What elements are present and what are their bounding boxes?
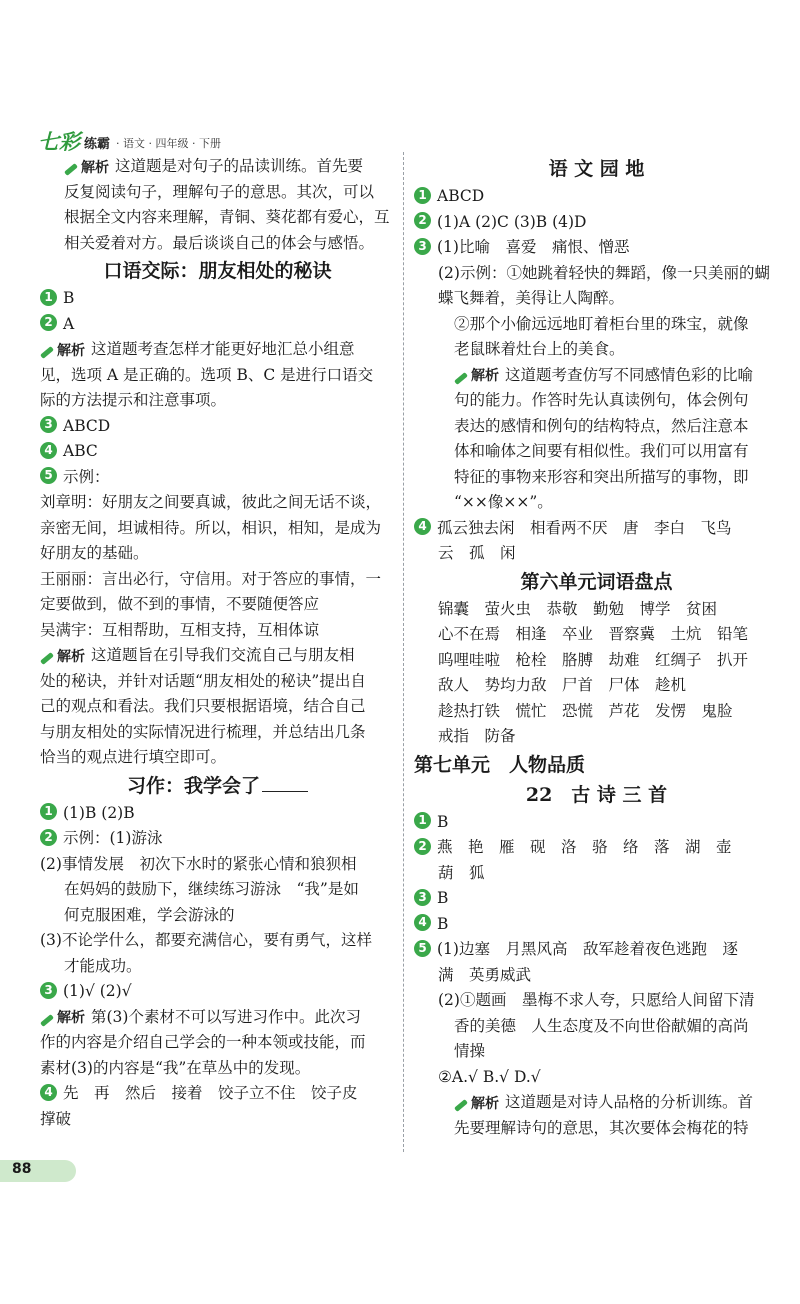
answer-item: 1 B — [40, 286, 395, 312]
text-line: 句的能力。作答时先认真读例句，体会例句 — [454, 391, 749, 409]
analysis-label: 解析 — [40, 339, 85, 363]
number-badge-4: 4 — [414, 914, 431, 931]
text-line: “××像××”。 — [454, 493, 553, 511]
answer-item: 2 燕 艳 雁 砚 洛 骆 络 落 湖 壶 — [414, 835, 779, 861]
text-line: 反复阅读句子，理解句子的意思。其次，可以 — [64, 182, 375, 201]
text-line: 王丽丽：言出必行，守信用。对于答应的事情，一 — [40, 569, 382, 588]
text-line: 亲密无间，坦诚相待。所以，相识，相知，是成为 — [40, 518, 382, 537]
text-line: 解析 这道题考查怎样才能更好地汇总小组意 — [40, 337, 395, 363]
answer-item: 2 示例：(1)游泳 — [40, 826, 395, 852]
text-line: 情操 — [454, 1042, 486, 1060]
word-line: 敌人 势均力敌 尸首 尸体 趁机 — [438, 676, 687, 694]
word-line: 锦囊 萤火虫 恭敬 勤勉 博学 贫困 — [438, 599, 718, 618]
text-line: 云 孤 闲 — [438, 544, 516, 562]
answer-item: 4 孤云独去闲 相看两不厌 唐 李白 飞鸟 — [414, 516, 779, 542]
text-line: 解析 这道题考查仿写不同感情色彩的比喻 — [414, 363, 779, 389]
answer-item: 3 (1)√ (2)√ — [40, 979, 395, 1005]
section-title: 习作：我学会了 — [40, 771, 395, 801]
answer-item: 1 B — [414, 810, 779, 836]
title-blank — [262, 773, 308, 792]
word-line: 趁热打铁 慌忙 恐慌 芦花 发愣 鬼脸 — [438, 701, 733, 720]
answer-item: 1 ABCD — [414, 184, 779, 210]
text-line: 相关爱着对方。最后谈谈自己的体会与感悟。 — [64, 233, 375, 252]
text-line: 作的内容是介绍自己学会的一种本领或技能，而 — [40, 1033, 366, 1051]
number-badge-4: 4 — [40, 1084, 57, 1101]
text-line: 撑破 — [40, 1109, 72, 1128]
number-badge-3: 3 — [414, 238, 431, 255]
text-line: 际的方法提示和注意事项。 — [40, 391, 227, 409]
analysis-label: 解析 — [454, 364, 499, 388]
text-line: 恰当的观点进行填空即可。 — [40, 748, 227, 766]
word-line: 呜哩哇啦 枪栓 胳膊 劫难 红绸子 扒开 — [438, 650, 749, 669]
answer-item: 4 先 再 然后 接着 饺子立不住 饺子皮 — [40, 1081, 395, 1107]
text-line: 何克服困难，学会游泳的 — [64, 905, 235, 924]
text-line: 解析 第(3)个素材不可以写进习作中。此次习 — [40, 1005, 395, 1031]
text-line: ②那个小偷远远地盯着柜台里的珠宝，就像 — [454, 314, 749, 333]
text-line: (2)示例：①她跳着轻快的舞蹈，像一只美丽的蝴 — [438, 263, 770, 282]
brand-logo: 七彩 — [38, 129, 80, 154]
text-line: 根据全文内容来理解，青铜、葵花都有爱心，互 — [64, 208, 390, 226]
page-number: 88 — [12, 1161, 32, 1177]
section-title: 语 文 园 地 — [548, 158, 645, 180]
number-badge-4: 4 — [40, 442, 57, 459]
pencil-icon — [64, 163, 78, 176]
book-subtitle: · 语文 · 四年级 · 下册 — [116, 137, 221, 150]
word-line: 心不在焉 相逢 卒业 晋察冀 土炕 铅笔 — [438, 625, 749, 643]
text-line: 满 英勇威武 — [438, 965, 532, 984]
text-line: 老鼠眯着灶台上的美食。 — [454, 340, 625, 358]
number-badge-2: 2 — [40, 829, 57, 846]
text-line: 香的美德 人生态度及不向世俗献媚的高尚 — [454, 1016, 749, 1035]
number-badge-3: 3 — [414, 889, 431, 906]
answer-item: 3 ABCD — [40, 414, 395, 440]
text-line: 见，选项 A 是正确的。选项 B、C 是进行口语交 — [40, 365, 374, 384]
text-line: 表达的感情和例句的结构特点，然后注意本 — [454, 416, 749, 435]
answer-item: 5 示例： — [40, 465, 395, 491]
pencil-icon — [40, 346, 54, 359]
text-line: 刘章明：好朋友之间要真诚，彼此之间无话不谈， — [40, 493, 382, 511]
answer-item: 5 (1)边塞 月黑风高 敌军趁着夜色逃跑 逐 — [414, 937, 779, 963]
number-badge-2: 2 — [414, 838, 431, 855]
answer-item: 2 A — [40, 312, 395, 338]
text-line: (2)①题画 墨梅不求人夸，只愿给人间留下清 — [438, 991, 755, 1009]
text-line: (2)事情发展 初次下水时的紧张心情和狼狈相 — [40, 854, 357, 873]
page-header — [38, 130, 221, 152]
answer-item: 4 B — [414, 912, 779, 938]
number-badge-1: 1 — [40, 289, 57, 306]
analysis-label: 解析 — [454, 1092, 499, 1116]
analysis-label: 解析 — [40, 1006, 85, 1030]
unit-title: 第七单元 人物品质 — [414, 753, 586, 776]
answer-item: 3 (1)比喻 喜爱 痛恨、憎恶 — [414, 235, 779, 261]
text-line: 定要做到，做不到的事情，不要随便答应 — [40, 595, 320, 613]
pencil-icon — [454, 372, 468, 385]
pencil-icon — [40, 652, 54, 665]
section-title: 第六单元词语盘点 — [520, 570, 673, 593]
word-line: 戒指 防备 — [438, 727, 516, 745]
text-line: 解析 这道题旨在引导我们交流自己与朋友相 — [40, 643, 395, 669]
text-line: 才能成功。 — [64, 956, 142, 975]
number-badge-3: 3 — [40, 416, 57, 433]
text-line: 解析 这道题是对诗人品格的分析训练。首 — [414, 1090, 779, 1116]
pencil-icon — [40, 1014, 54, 1027]
answer-item: 1 (1)B (2)B — [40, 801, 395, 827]
text-line: ②A.√ B.√ D.√ — [438, 1067, 541, 1086]
number-badge-3: 3 — [40, 982, 57, 999]
number-badge-1: 1 — [414, 187, 431, 204]
number-badge-2: 2 — [40, 314, 57, 331]
text-line: 先要理解诗句的意思，其次要体会梅花的特 — [454, 1118, 749, 1137]
number-badge-2: 2 — [414, 212, 431, 229]
number-badge-4: 4 — [414, 518, 431, 535]
lesson-title: 22 古 诗 三 首 — [525, 783, 668, 806]
text-line: (3)不论学什么，都要充满信心，要有勇气，这样 — [40, 931, 372, 949]
text-line: 特征的事物来形容和突出所描写的事物，即 — [454, 467, 749, 486]
pencil-icon — [454, 1099, 468, 1112]
section-title: 口语交际：朋友相处的秘诀 — [103, 260, 332, 282]
text-line: 吴满宇：互相帮助，互相支持，互相体谅 — [40, 620, 320, 639]
text-line: 好朋友的基础。 — [40, 544, 149, 562]
answer-item: 4 ABC — [40, 439, 395, 465]
text-line: 处的秘诀，并针对话题“朋友相处的秘诀”提出自 — [40, 671, 366, 690]
number-badge-1: 1 — [414, 812, 431, 829]
column-divider — [403, 152, 404, 1152]
text-line: 解析 这道题是对句子的品读训练。首先要 — [40, 154, 395, 180]
brand-sub: 练霸 — [84, 137, 111, 152]
text-line: 素材(3)的内容是“我”在草丛中的发现。 — [40, 1058, 311, 1077]
text-line: 与朋友相处的实际情况进行梳理，并总结出几条 — [40, 722, 366, 741]
text-line: 在妈妈的鼓励下，继续练习游泳 “我”是如 — [64, 880, 359, 898]
analysis-label: 解析 — [40, 645, 85, 669]
number-badge-1: 1 — [40, 803, 57, 820]
left-column — [40, 154, 395, 1132]
number-badge-5: 5 — [40, 467, 57, 484]
text-line: 体和喻体之间要有相似性。我们可以用富有 — [454, 442, 749, 460]
analysis-label: 解析 — [64, 156, 109, 180]
answer-item: 3 B — [414, 886, 779, 912]
right-column — [414, 154, 779, 1141]
answer-item: 2 (1)A (2)C (3)B (4)D — [414, 210, 779, 236]
number-badge-5: 5 — [414, 940, 431, 957]
text-line: 蝶飞舞着，美得让人陶醉。 — [438, 289, 625, 307]
text-line: 葫 狐 — [438, 863, 485, 882]
text-line: 己的观点和看法。我们只要根据语境，结合自己 — [40, 697, 366, 715]
